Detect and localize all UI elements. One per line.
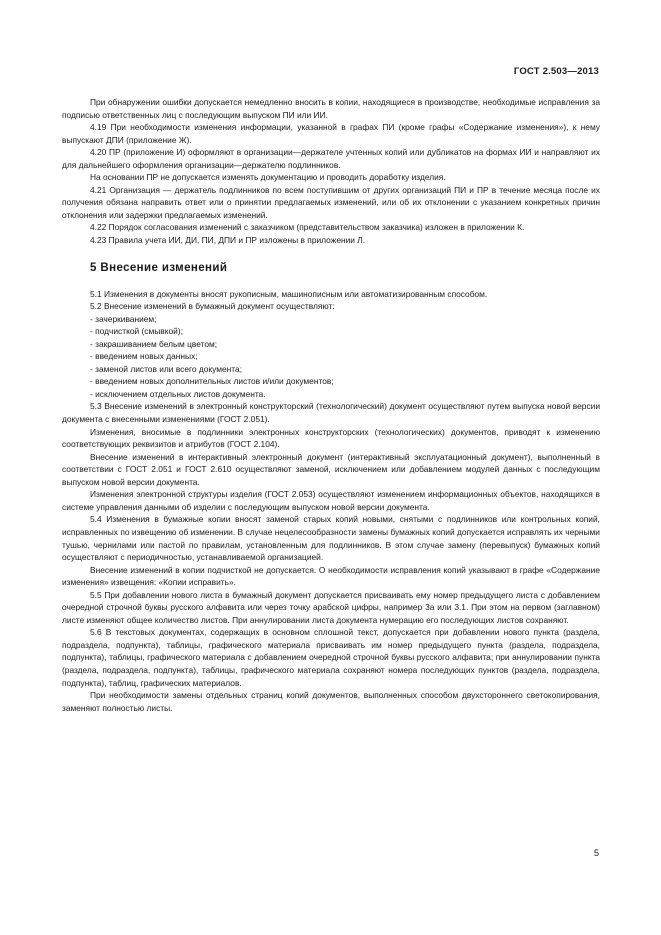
- page-number: 5: [593, 848, 599, 858]
- paragraph: 5.3 Внесение изменений в электронный конструкторский (технологический) документ осуществляют путем выпуска новой версии документа с внесенными изменениями (ГОСТ 2.051).: [62, 401, 600, 425]
- paragraph: 5.4 Изменения в бумажные копии вносят заменой старых копий новыми, снятыми с подлинников или контрольных копий, исправленных по извещению об изменении. В случае нецелесообразности замены бумажных копий допускается исправлять их черными тушью, чернилами или пастой по правилам, установленным для подлинников. В этом случае замену (перевыпуск) бумажных копий осуществляют с периодичностью, устанавливаемой организацией.: [62, 514, 600, 563]
- paragraph: На основании ПР не допускается изменять документацию и проводить доработку изделия.: [90, 172, 446, 183]
- paragraph: 4.23 Правила учета ИИ, ДИ, ПИ, ДПИ и ПР изложены в приложении Л.: [90, 235, 366, 246]
- list-item: - введением новых дополнительных листов и/или документов;: [90, 376, 334, 387]
- section-title: 5 Внесение изменений: [90, 261, 228, 274]
- list-item: - зачеркиванием;: [90, 313, 157, 324]
- paragraph: 5.5 При добавлении нового листа в бумажный документ допускается присваивать ему номер предыдущего листа с добавлением очередной строчной буквы русского алфавита или через точку арабской цифры, например 3а или 3.1. При этом на первом (заглавном) листе изменяют общее количество листов. При аннулировании листа документа нумерацию его последующих листов сохраняют.: [62, 589, 600, 625]
- paragraph: 5.2 Внесение изменений в бумажный документ осуществляют:: [90, 301, 335, 312]
- paragraph: 4.19 При необходимости изменения информации, указанной в графах ПИ (кроме графы «Содержание изменения»), к нему выпускают ДПИ (приложение Ж).: [62, 122, 600, 145]
- paragraph: 5.6 В текстовых документах, содержащих в основном сплошной текст, допускается при добавлении нового пункта (раздела, подраздела, подпункта), таблицы, графического материала присваивать им номер предыдущего пункта (раздела, подраздела, подпункта), таблицы, графического материала с добавлением очередной строчной буквы русского алфавита; при аннулировании пункта (раздела, подраздела, подпункта), таблицы, графического материала сохраняют номера последующих пунктов (раздела, подраздела, подпункта), таблиц, графических материалов.: [62, 627, 600, 688]
- document-header: ГОСТ 2.503—2013: [513, 66, 599, 77]
- paragraph: 4.20 ПР (приложение И) оформляют в организации—держателе учтенных копий или дубликатов на формах ИИ и направляют их для дальнейшего оформления организации—держателю подлинников.: [62, 147, 600, 170]
- paragraph: При необходимости замены отдельных страниц копий документов, выполненных способом двухстороннего светокопирования, заменяют полностью листы.: [62, 690, 600, 713]
- paragraph: Изменения, вносимые в подлинники электронных конструкторских (технологических) документов, приводят к изменению соответствующих реквизитов и атрибутов (ГОСТ 2.104).: [62, 426, 600, 450]
- list-item: - заменой листов или всего документа;: [90, 363, 243, 374]
- list-item: - подчисткой (смывкой);: [90, 326, 183, 337]
- paragraph: При обнаружении ошибки допускается немедленно вносить в копии, находящиеся в производстве, необходимые исправления за подписью ответственных лиц с последующим выпуском ПИ или ИИ.: [62, 97, 600, 120]
- document-body: [62, 96, 600, 714]
- paragraph: Внесение изменений в копии подчисткой не допускается. О необходимости исправления копий указывают в графе «Содержание изменения» извещения: «Копии исправить».: [62, 564, 600, 588]
- list-item: - закрашиванием белым цветом;: [90, 338, 218, 349]
- paragraph: 4.22 Порядок согласования изменений с заказчиком (представительством заказчика) изложен в приложении К.: [90, 222, 525, 233]
- list-item: - введением новых данных;: [90, 351, 198, 362]
- paragraph: Внесение изменений в интерактивный электронный документ (интерактивный эксплуатационный документ), выполненный в соответствии с ГОСТ 2.051 и ГОСТ 2.610 осуществляют заменой, исключением или добавлением модулей данных с последующим выпуском новой версии документа.: [62, 451, 600, 487]
- list-item: - исключением отдельных листов документа.: [90, 388, 266, 399]
- paragraph: Изменения электронной структуры изделия (ГОСТ 2.053) осуществляют изменением информационных объектов, находящихся в системе управления данными об изделии с последующим выпуском новой версии документа.: [62, 489, 600, 512]
- paragraph: 4.21 Организация — держатель подлинников по всем поступившим от других организаций ПИ и ПР в течение месяца после их получения обязана направить ответ или о принятии предлагаемых изменений, или об их отклонении с указанием конкретных причин отклонения или задержки предлагаемых изменений.: [62, 184, 600, 220]
- paragraph: 5.1 Изменения в документы вносят рукописным, машинописным или автоматизированным способом.: [90, 288, 488, 299]
